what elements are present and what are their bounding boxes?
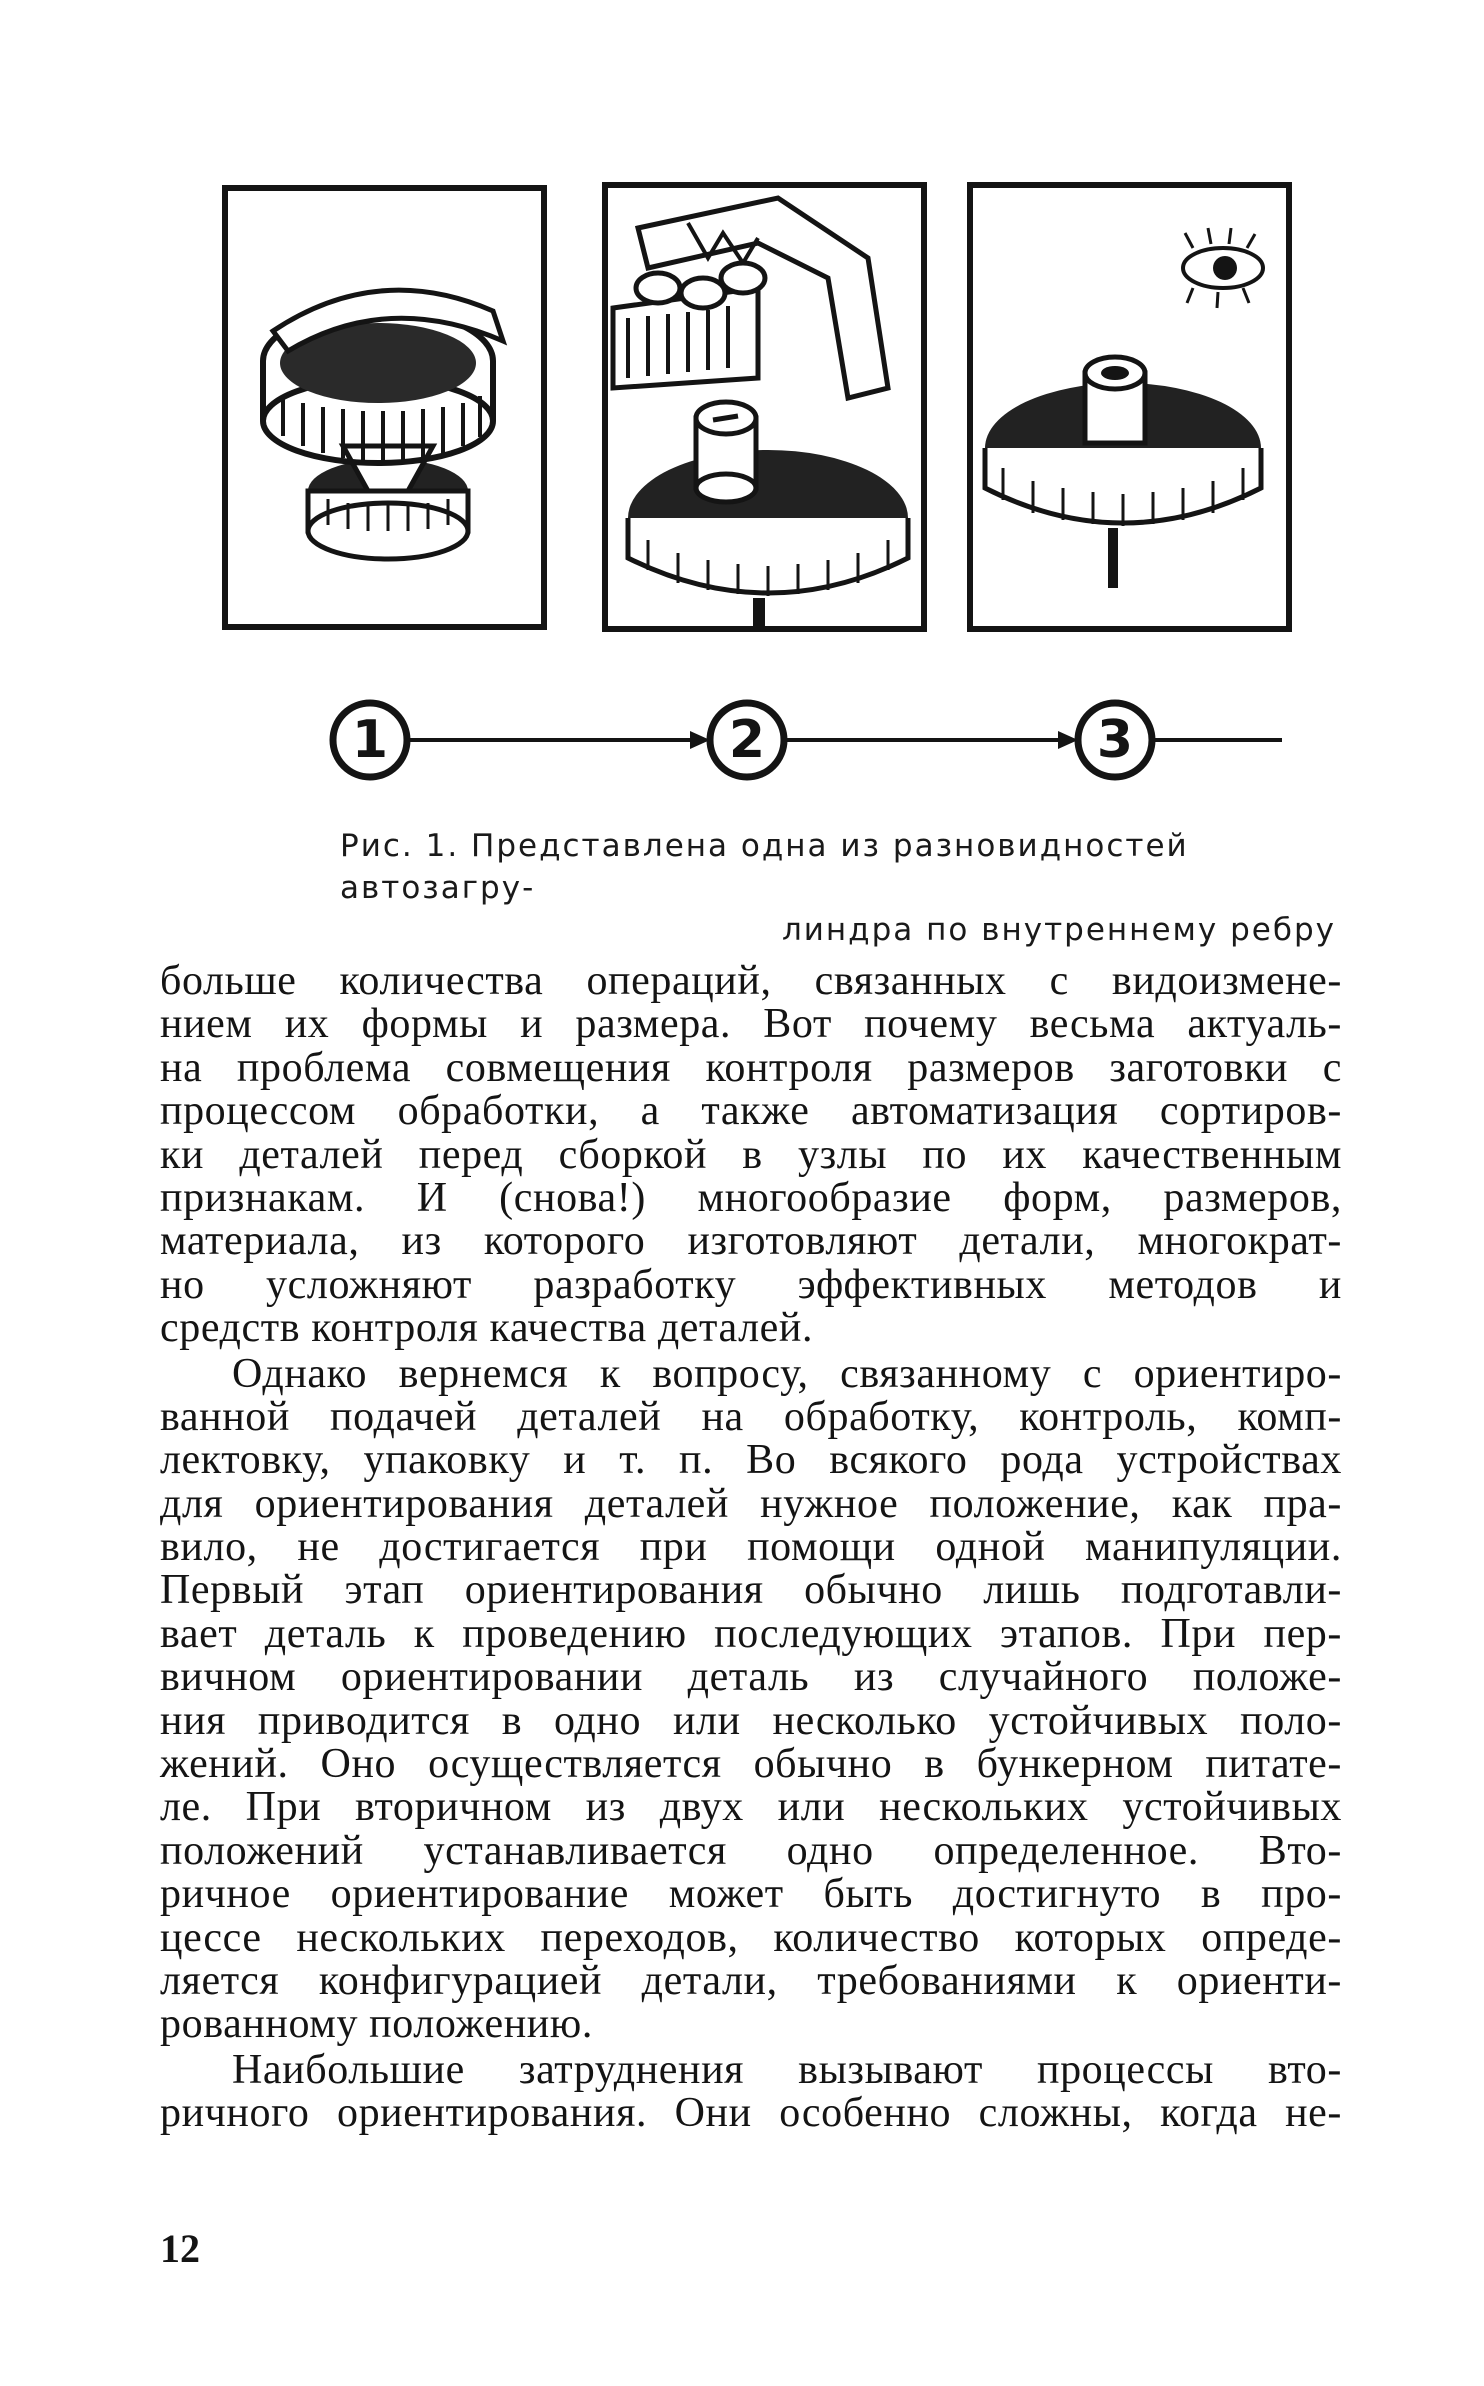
- paragraph-2: [160, 1350, 1342, 2048]
- inspection-illustration: [973, 188, 1286, 626]
- text-line: рованному положению.: [160, 2001, 593, 2048]
- text-line: ляется конфигурацией детали, требованиями к ориенти-: [160, 1957, 1342, 2004]
- step-2-label: 2: [728, 710, 766, 770]
- paragraph-1: [160, 960, 1342, 1351]
- text-line: лектовку, упаковку и т. п. Во всякого рода устройствах: [160, 1437, 1342, 1484]
- paragraph-3: [160, 2046, 1342, 2137]
- text-line: для ориентирования деталей нужное положение, как пра-: [160, 1480, 1342, 1527]
- text-line: Первый этап ориентирования обычно лишь подготавли-: [160, 1567, 1342, 1614]
- text-line: ния приводится в одно или несколько устойчивых поло-: [160, 1697, 1342, 1744]
- text-line: процессом обработки, а также автоматизация сортиров-: [160, 1088, 1342, 1135]
- text-line: Наибольшие затруднения вызывают процессы вто-: [232, 2046, 1342, 2093]
- text-line: Однако вернемся к вопросу, связанному с ориентиро-: [232, 1350, 1342, 1397]
- text-line: ричное ориентирование может быть достигнуто в про-: [160, 1871, 1342, 1918]
- text-line: но усложняют разработку эффективных методов и: [160, 1261, 1342, 1308]
- figure-panel-2: [602, 182, 927, 632]
- text-line: вило, не достигается при помощи одной манипуляции.: [160, 1524, 1342, 1571]
- eye-icon: [1183, 228, 1263, 308]
- text-line: вичном ориентировании деталь из случайного положе-: [160, 1654, 1342, 1701]
- text-line: на проблема совмещения контроля размеров заготовки с: [160, 1044, 1342, 1091]
- text-line: признакам. И (снова!) многообразие форм, размеров,: [160, 1174, 1342, 1221]
- body-text: [160, 960, 1342, 2136]
- text-line: ричного ориентирования. Они особенно сложны, когда не-: [160, 2090, 1342, 2137]
- step-3-label: 3: [1096, 710, 1134, 770]
- caption-line-2: линдра по внутреннему ребру: [781, 912, 1336, 948]
- figure-caption: [340, 825, 1340, 951]
- text-line: положений устанавливается одно определенное. Вто-: [160, 1827, 1342, 1874]
- page-number: 12: [160, 2226, 200, 2271]
- text-line: ле. При вторичном из двух или нескольких устойчивых: [160, 1784, 1342, 1831]
- text-line: средств контроля качества деталей.: [160, 1305, 814, 1352]
- step-sequence: [0, 685, 1484, 795]
- hopper-illustration: [228, 191, 541, 624]
- text-line: ки деталей перед сборкой в узлы по их качественным: [160, 1131, 1342, 1178]
- text-line: цессе нескольких переходов, количество которых опреде-: [160, 1914, 1342, 1961]
- text-line: ванной подачей деталей на обработку, контроль, комп-: [160, 1393, 1342, 1440]
- figure-panel-1: [222, 185, 547, 630]
- text-line: материала, из которого изготовляют детали, многократ-: [160, 1218, 1342, 1265]
- text-line: нием их формы и размера. Вот почему весьма актуаль-: [160, 1001, 1342, 1048]
- conveyor-illustration: [608, 188, 921, 626]
- text-line: больше количества операций, связанных с видоизмене-: [160, 958, 1342, 1004]
- figure-1: [0, 0, 1484, 960]
- step-1-label: 1: [351, 710, 389, 770]
- text-line: вает деталь к проведению последующих этапов. При пер-: [160, 1610, 1342, 1657]
- figure-panel-3: [967, 182, 1292, 632]
- caption-line-1: Рис. 1. Представлена одна из разновидностей автозагру-: [340, 828, 1189, 906]
- text-line: жений. Оно осуществляется обычно в бункерном питате-: [160, 1741, 1342, 1788]
